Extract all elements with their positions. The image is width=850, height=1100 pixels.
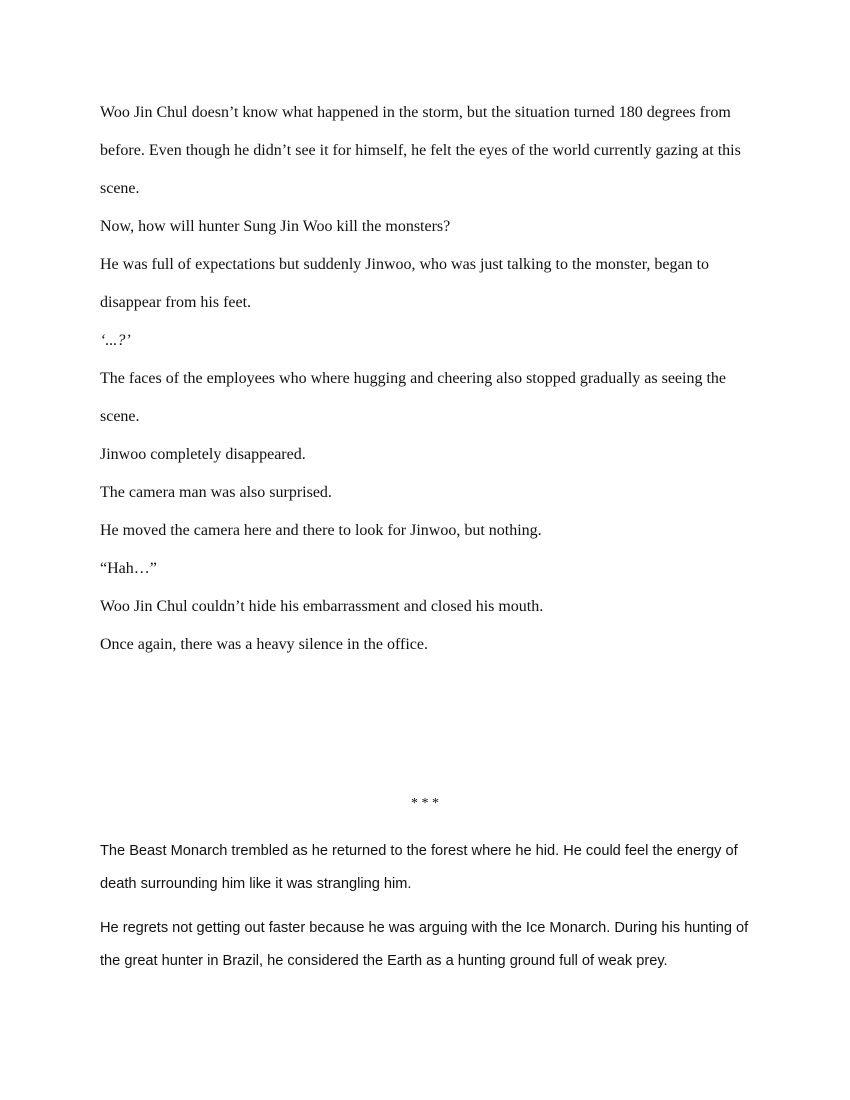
paragraph: He regrets not getting out faster because he was arguing with the Ice Monarch. During his hunting of the great hunter in Brazil, he considered the Earth as a hunting ground full of weak prey.: [100, 920, 749, 969]
sans-text-block: [100, 835, 760, 989]
paragraph: The faces of the employees who where hugging and cheering also stopped gradually as seeing the scene.: [100, 370, 727, 425]
paragraph-dialogue: “Hah…”: [100, 560, 157, 577]
paragraph: He moved the camera here and there to look for Jinwoo, but nothing.: [100, 522, 542, 539]
scene-separator: [0, 790, 850, 818]
paragraph: Woo Jin Chul doesn’t know what happened in the storm, but the situation turned 180 degrees from before. Even though he didn’t see it for himself, he felt the eyes of the world currently gazing at this scene.: [100, 104, 741, 197]
paragraph: Once again, there was a heavy silence in the office.: [100, 636, 428, 653]
serif-text-block: [100, 94, 760, 664]
paragraph: He was full of expectations but suddenly Jinwoo, who was just talking to the monster, began to disappear from his feet.: [100, 256, 710, 311]
paragraph: Now, how will hunter Sung Jin Woo kill the monsters?: [100, 218, 451, 235]
paragraph: The camera man was also surprised.: [100, 484, 332, 501]
paragraph: Woo Jin Chul couldn’t hide his embarrassment and closed his mouth.: [100, 598, 544, 615]
paragraph: The Beast Monarch trembled as he returned to the forest where he hid. He could feel the energy of death surrounding him like it was strangling him.: [100, 843, 738, 892]
paragraph-thought: ‘...?’: [100, 332, 131, 349]
separator-text: * * *: [411, 796, 439, 811]
paragraph: Jinwoo completely disappeared.: [100, 446, 306, 463]
